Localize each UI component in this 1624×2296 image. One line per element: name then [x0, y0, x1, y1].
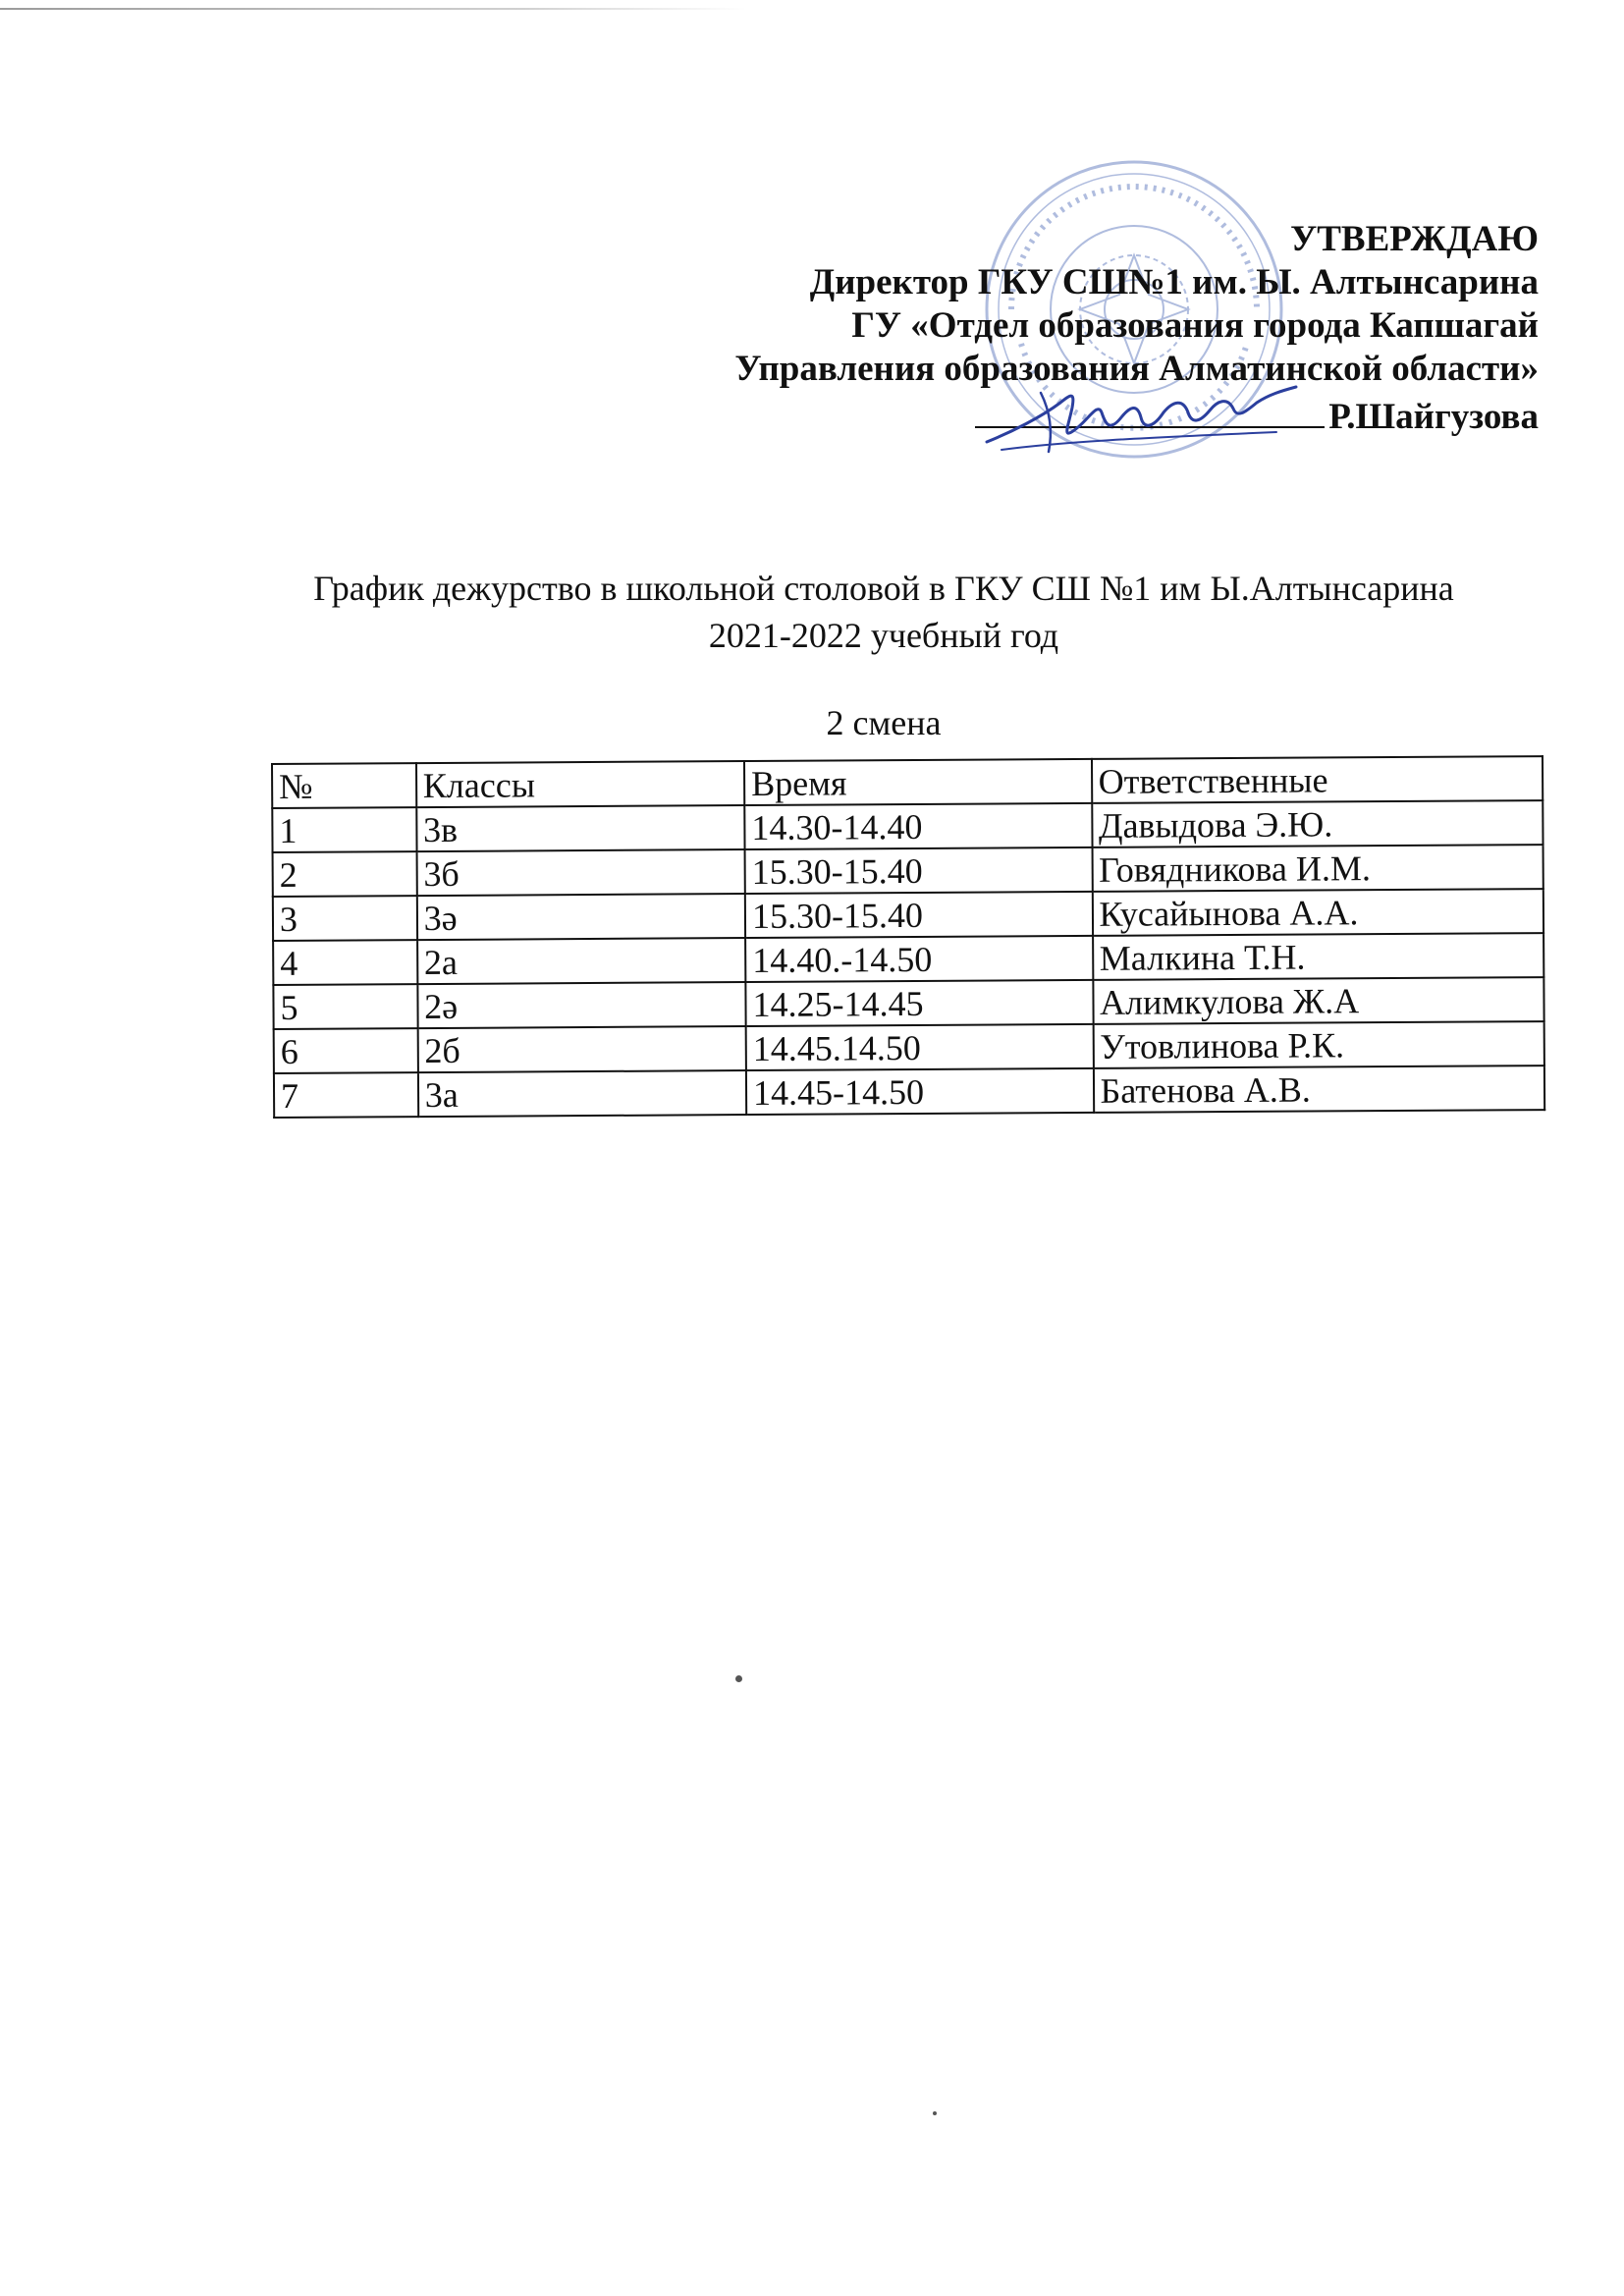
cell-responsible: Говядникова И.М.: [1092, 845, 1543, 892]
cell-number: 7: [274, 1072, 418, 1118]
cell-responsible: Алимкулова Ж.А: [1093, 977, 1544, 1024]
table-row: [273, 977, 1543, 1029]
table-row: [273, 845, 1543, 897]
approval-department: Управления образования Алматинской области»: [734, 349, 1539, 389]
table-row: [274, 1066, 1544, 1118]
cell-class: 3в: [416, 805, 745, 851]
header-classes: Классы: [416, 761, 745, 807]
cell-number: 6: [274, 1028, 418, 1073]
approval-heading: УТВЕРЖДАЮ: [1290, 219, 1539, 259]
cell-time: 14.30-14.40: [744, 803, 1092, 849]
cell-class: 2ә: [417, 982, 746, 1028]
document-title: График дежурство в школьной столовой в ГКУ СШ №1 им Ы.Алтынсарина: [313, 569, 1454, 608]
cell-class: 3а: [418, 1070, 747, 1117]
header-time: Время: [744, 759, 1092, 805]
cell-time: 14.40.-14.50: [745, 936, 1093, 982]
approval-position: Директор ГКУ СШ№1 им. Ы. Алтынсарина: [809, 262, 1539, 302]
approval-organization: ГУ «Отдел образования города Капшагай: [851, 305, 1539, 346]
cell-number: 2: [273, 851, 417, 897]
scan-speck: [933, 2111, 937, 2115]
document-title-block: [245, 565, 1522, 659]
director-signature: [982, 373, 1306, 462]
scan-edge-line: [0, 8, 746, 10]
cell-time: 14.25-14.45: [745, 980, 1093, 1026]
cell-class: 3б: [416, 849, 745, 896]
cell-time: 14.45.14.50: [746, 1024, 1094, 1070]
cell-responsible: Малкина Т.Н.: [1093, 933, 1544, 980]
shift-label: 2 смена: [826, 703, 942, 742]
cell-number: 4: [273, 940, 417, 985]
cell-responsible: Утовлинова Р.К.: [1093, 1021, 1544, 1068]
cell-responsible: Давыдова Э.Ю.: [1092, 800, 1543, 847]
header-responsible: Ответственные: [1092, 756, 1543, 803]
cell-responsible: Батенова А.В.: [1093, 1066, 1544, 1113]
cell-class: 2б: [417, 1026, 746, 1072]
cell-number: 1: [272, 807, 416, 852]
document-year: 2021-2022 учебный год: [708, 616, 1059, 655]
approval-signer: Р.Шайгузова: [1328, 397, 1539, 437]
cell-number: 5: [273, 984, 417, 1029]
cell-class: 3ә: [417, 894, 746, 940]
table-row: [273, 933, 1543, 985]
table-row: [272, 800, 1543, 852]
table-header-row: [272, 756, 1543, 808]
cell-responsible: Кусайынова А.А.: [1092, 889, 1543, 936]
cell-time: 15.30-15.40: [745, 892, 1093, 938]
header-number: №: [272, 763, 416, 808]
cell-number: 3: [273, 896, 417, 941]
cell-time: 14.45-14.50: [746, 1068, 1094, 1115]
table-row: [273, 889, 1543, 941]
duty-schedule-table: [271, 755, 1545, 1119]
table-row: [274, 1021, 1544, 1073]
scan-speck: [735, 1675, 742, 1682]
cell-class: 2а: [417, 938, 746, 984]
cell-time: 15.30-15.40: [745, 847, 1093, 894]
